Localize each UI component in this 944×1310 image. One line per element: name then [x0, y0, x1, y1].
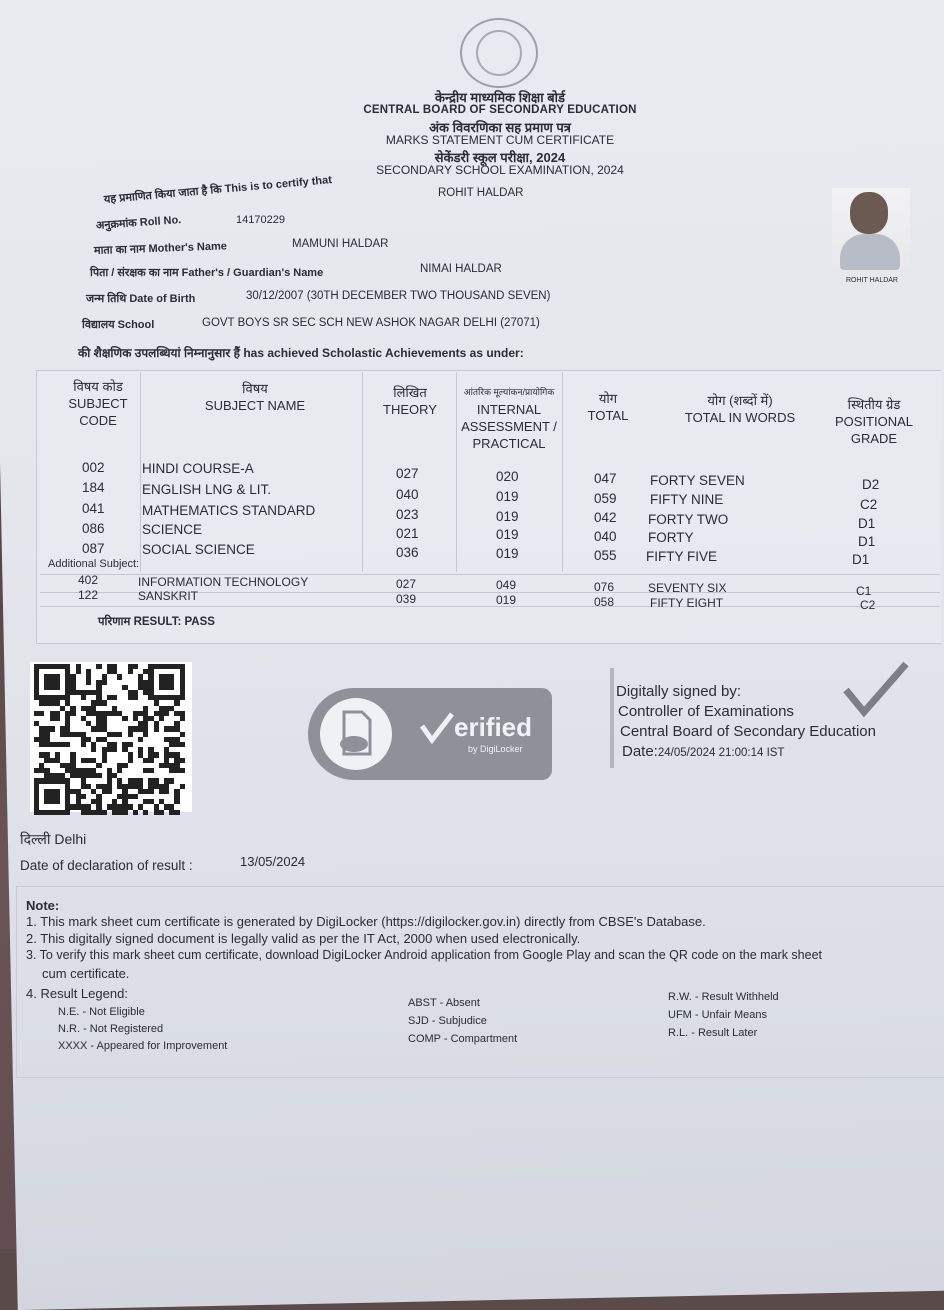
school-label: विद्यालय School [82, 319, 155, 331]
achievements-label: की शैक्षणिक उपलब्धियां निम्नानुसार हैं has achieved Scholastic Achievements as under: [78, 346, 524, 360]
dob: 30/12/2007 (30TH DECEMBER TWO THOUSAND SEVEN) [246, 290, 551, 302]
exam-title-hindi: सेकेंडरी स्कूल परीक्षा, 2024 [434, 150, 566, 165]
legend-item: SJD - Subjudice [408, 1015, 487, 1027]
legend-item: N.E. - Not Eligible [58, 1006, 145, 1018]
note-title: Note: [26, 898, 60, 913]
legend-item: N.R. - Not Registered [58, 1023, 164, 1035]
place: दिल्ली Delhi [20, 831, 87, 847]
qr-code[interactable] [30, 662, 192, 812]
exam-title: SECONDARY SCHOOL EXAMINATION, 2024 [376, 163, 624, 177]
board-title-hindi: केन्द्रीय माध्यमिक शिक्षा बोर्ड [435, 90, 565, 105]
cert-title-hindi: अंक विवरणिका सह प्रमाण पत्र [429, 120, 571, 135]
student-name: ROHIT HALDAR [438, 187, 524, 199]
note-item: 4. Result Legend: [26, 986, 128, 1001]
roll-label: अनुक्रमांक Roll No. [95, 214, 182, 232]
legend-item: R.L. - Result Later [668, 1027, 758, 1039]
certify-label: यह प्रमाणित किया जाता है कि This is to certify that [103, 174, 333, 206]
father-label: पिता / संरक्षक का नाम Father's / Guardian's Name [90, 267, 324, 279]
signature-check-icon [840, 660, 910, 720]
header-total: योग TOTAL [587, 391, 629, 423]
verified-text: erified [454, 712, 533, 742]
student-photo [832, 188, 910, 274]
dob-label: जन्म तिथि Date of Birth [86, 293, 196, 305]
note-item: cum certificate. [42, 966, 130, 981]
school-name: GOVT BOYS SR SEC SCH NEW ASHOK NAGAR DELHI (27071) [202, 317, 540, 329]
header-internal: आंतरिक मूल्यांकन/प्रायोगिक INTERNAL ASSESSMENT / PRACTICAL [461, 387, 557, 451]
verified-badge [308, 688, 552, 780]
roll-number: 14170229 [236, 214, 285, 226]
verified-subtext: by DigiLocker [468, 744, 523, 754]
legend-item: UFM - Unfair Means [668, 1009, 768, 1021]
declaration-date: 13/05/2024 [240, 854, 306, 869]
note-item: 1. This mark sheet cum certificate is generated by DigiLocker (https://digilocker.gov.in) directly from CBSE's Database. [26, 914, 706, 929]
header-code: विषय कोड SUBJECT CODE [68, 379, 128, 428]
cert-title: MARKS STATEMENT CUM CERTIFICATE [385, 133, 615, 147]
declaration-label: Date of declaration of result : [20, 858, 193, 873]
mother-name: MAMUNI HALDAR [292, 238, 389, 250]
document-cloud-icon [320, 698, 392, 770]
result-status: परिणाम RESULT: PASS [98, 616, 215, 628]
header-words: योग (शब्दों में) TOTAL IN WORDS [684, 393, 796, 425]
header-theory: लिखित THEORY [383, 385, 437, 417]
legend-item: R.W. - Result Withheld [668, 991, 779, 1003]
note-item: 3. To verify this mark sheet cum certificate, download DigiLocker Android application from Google Play and scan the QR code on the mark sheet [26, 948, 823, 962]
cbse-emblem-icon [460, 18, 538, 88]
signer-title: Controller of Examinations [618, 703, 794, 720]
legend-item: XXXX - Appeared for Improvement [58, 1040, 228, 1052]
header-subject: विषय SUBJECT NAME [204, 381, 306, 413]
additional-subject-label: Additional Subject: [48, 558, 140, 570]
marksheet: केन्द्रीय माध्यमिक शिक्षा बोर्ड CENTRAL BOARD OF SECONDARY EDUCATION अंक विवरणिका सह प्रमाण पत्र MARKS STATEMENT CUM CERTIFICATE सेकेंडरी स्कूल परीक्षा, 2024 SECONDARY SCHOOL EXAMINATION, 2024 ROHIT HALDAR यह प्रमाणित किया जाता है कि This is to certify that ROHIT HALDAR अनुक्रमांक Roll No. 14170229 माता का नाम Mother's Name MAMUNI HALDAR पिता / संरक्षक का नाम Father's / Guardian's Name NIMAI HALDAR जन्म तिथि Date of Birth 30/12/2007 (30TH DECEMBER TWO THOUSAND SEVEN) विद्यालय School GOVT BOYS SR SEC SCH NEW ASHOK NAGAR DELHI (27071) की शैक्षणिक उपलब्धियां निम्नानुसार हैं has achieved Scholastic Achievements as under: विषय कोड SUBJECT CODE विषय SUBJECT NAME लिखित THEORY आंतरिक मूल्यांकन/प्रायोगिक INTERNAL ASSESSMENT / PRACTICAL योग TOTAL योग (शब्दों में) TOTAL IN WORDS स्थितीय ग्रेड POSITIONAL GRADE 002 HINDI COURSE-A 027 020 047 FORTY SEVEN D2 184 ENGLISH LNG & LIT. 040 019 059 FIFTY NINE C2 041 MATHEMATICS STANDARD 023 019 042 FORTY TWO D1 086 SCIENCE 021 019 040 FORTY D1 087 SOCIAL SCIENCE 036 019 055 FIFTY FIVE D1 Additional Subject: 402 INFORMATION TECHNOLOGY 027 049 076 SEVENTY SIX C1 122 SANSKRIT 039 019 058 FIFTY EIGHT C2 परिणाम RESULT: PASS erified by DigiLocker Digitally signed by: Controller of Examinations Central Board of Secondary Education Date:24/05/2024 21:00:14 IST दिल्ली Delhi Date of declaration of result : 13/05/2024 Note: 1. This mark sheet cum certificate is generated by DigiLocker (https://digilocker.gov.in) directly from CBSE's Database. 2. This digitally signed document is legally valid as per the IT Act, 2000 when used electronically. 3. To verify this mark sheet cum certificate, download DigiLocker Android application from Google Play and scan the QR code on the mark sheet cum certificate. 4. Result Legend: N.E. - Not Eligible N.R. - Not Registered XXXX - Appeared for Improvement ABST - Absent SJD - Subjudice COMP - Compartment R.W. - Result Withheld UFM - Unfair Means R.L. - Result Later [0, 0, 944, 1249]
header-grade: स्थितीय ग्रेड POSITIONAL GRADE [834, 397, 914, 446]
signer-org: Central Board of Secondary Education [620, 723, 876, 740]
check-icon [418, 710, 454, 746]
legend-item: ABST - Absent [408, 997, 480, 1009]
note-item: 2. This digitally signed document is legally valid as per the IT Act, 2000 when used electronically. [26, 931, 581, 946]
sign-date: Date:24/05/2024 21:00:14 IST [622, 743, 785, 760]
photo-caption: ROHIT HALDAR [846, 277, 898, 284]
legend-item: COMP - Compartment [408, 1033, 518, 1045]
signed-by-label: Digitally signed by: [616, 683, 742, 700]
father-name: NIMAI HALDAR [420, 263, 502, 275]
board-title: CENTRAL BOARD OF SECONDARY EDUCATION [363, 104, 637, 116]
mother-label: माता का नाम Mother's Name [93, 240, 228, 257]
